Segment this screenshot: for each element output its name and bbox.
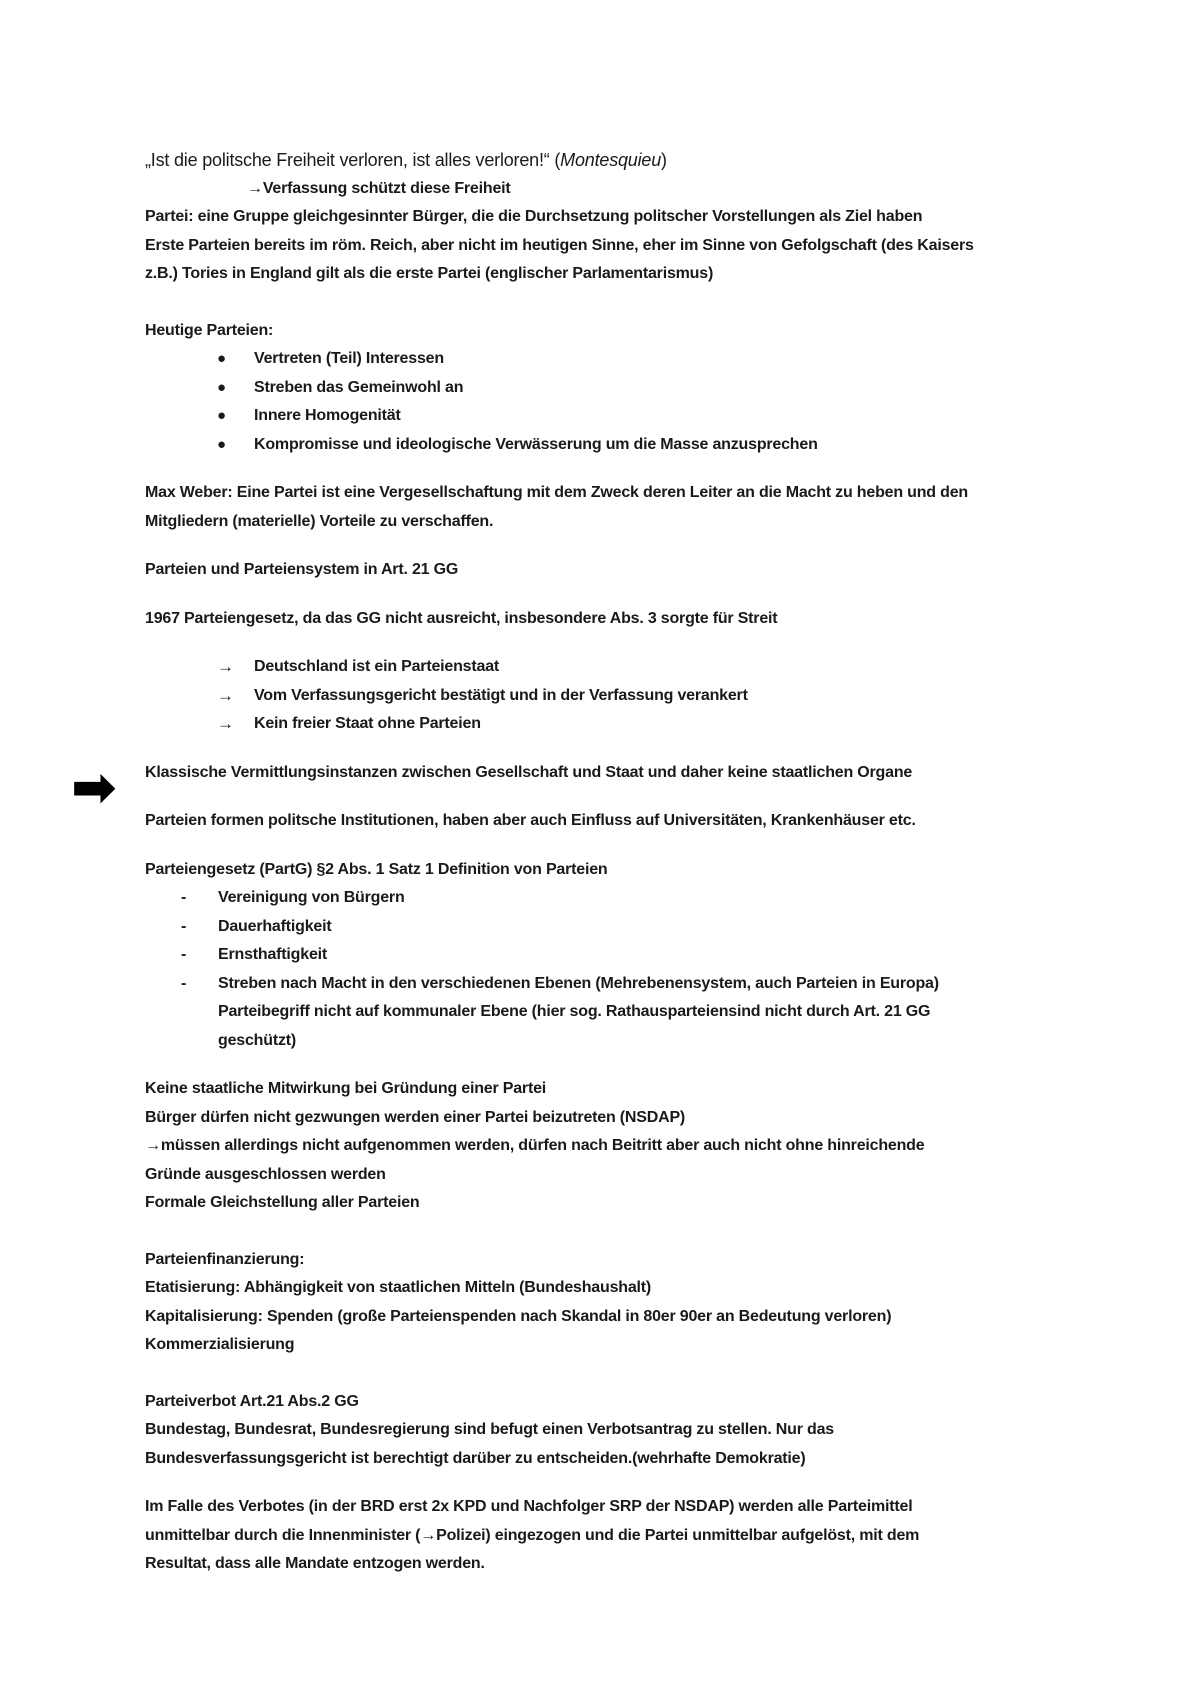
list-item: ● Streben das Gemeinwohl an <box>145 374 1105 403</box>
klassische-line: Klassische Vermittlungsinstanzen zwischen Gesellschaft und Staat und daher keine staatlichen Organe <box>145 763 913 781</box>
side-arrow-icon: ➡ <box>72 759 116 817</box>
mitwirkung-arrow-line: Gründe ausgeschlossen werden <box>145 1165 386 1183</box>
list-item: ● Innere Homogenität <box>145 402 1105 431</box>
bullet-icon: ● <box>217 350 226 367</box>
weber-line: Max Weber: Eine Partei ist eine Vergesellschaftung mit dem Zweck deren Leiter an die Macht zu heben und den <box>145 484 968 501</box>
partg-list <box>145 884 1105 1055</box>
list-item: → Vom Verfassungsgericht bestätigt und in der Verfassung verankert <box>145 682 1105 711</box>
bullet-icon: ● <box>217 407 226 424</box>
arrow-icon: → <box>217 685 234 705</box>
mitwirkung-line: Bürger dürfen nicht gezwungen werden einer Partei beizutreten (NSDAP) <box>145 1108 686 1126</box>
finanzierung-line: Etatisierung: Abhängigkeit von staatlichen Mitteln (Bundeshaushalt) <box>145 1279 652 1296</box>
finanzierung-line: Kommerzialisierung <box>145 1336 295 1353</box>
list-item: → Kein freier Staat ohne Parteien <box>145 710 1105 739</box>
quote-followup: →Verfassung schützt diese Freiheit <box>247 179 511 197</box>
finanzierung-line: Kapitalisierung: Spenden (große Parteienspenden nach Skandal in 80er 90er an Bedeutung verloren) <box>145 1307 892 1325</box>
verbotsfall-line: Im Falle des Verbotes (in der BRD erst 2x KPD und Nachfolger SRP der NSDAP) werden alle Parteimittel <box>145 1498 913 1515</box>
finanzierung-heading: Parteienfinanzierung: <box>145 1250 305 1268</box>
arrow-icon: → <box>420 1526 437 1544</box>
quote-author: Montesquieu <box>560 150 662 170</box>
dash-icon: - <box>181 946 187 963</box>
art21-line: Parteien und Parteiensystem in Art. 21 GG <box>145 561 459 578</box>
quote-line: „Ist die politsche Freiheit verloren, ist alles verloren!“ (Montesquieu) <box>145 150 667 170</box>
arrow-icon: → <box>217 714 234 733</box>
partg-heading: Parteiengesetz (PartG) §2 Abs. 1 Satz 1 Definition von Parteien <box>145 860 608 878</box>
arrow-list <box>145 653 1105 739</box>
arrow-icon: → <box>247 179 263 197</box>
list-item: - Dauerhaftigkeit <box>145 913 1105 942</box>
formen-line: Parteien formen politsche Institutionen, haben aber auch Einfluss auf Universitäten, Krankenhäuser etc. <box>145 812 916 829</box>
heutige-heading: Heutige Parteien: <box>145 321 274 339</box>
verbotsfall-line: unmittelbar durch die Innenminister (→Polizei) eingezogen und die Partei unmittelbar aufgelöst, mit dem <box>145 1526 920 1544</box>
bullet-icon: ● <box>217 435 226 453</box>
verbot-line: Bundestag, Bundesrat, Bundesregierung sind befugt einen Verbotsantrag zu stellen. Nur das <box>145 1421 834 1438</box>
list-item: - Ernsthaftigkeit <box>145 941 1105 970</box>
dash-icon: - <box>181 974 187 992</box>
mitwirkung-line: Keine staatliche Mitwirkung bei Gründung einer Partei <box>145 1080 547 1097</box>
verbotsfall-line: Resultat, dass alle Mandate entzogen werden. <box>145 1555 485 1572</box>
weber-line: Mitgliedern (materielle) Vorteile zu verschaffen. <box>145 512 494 530</box>
dash-icon: - <box>181 917 187 935</box>
mitwirkung-arrow-line: →müssen allerdings nicht aufgenommen werden, dürfen nach Beitritt aber auch nicht ohne hinreichende <box>145 1137 925 1154</box>
verbot-line: Bundesverfassungsgericht ist berechtigt darüber zu entscheiden.(wehrhafte Demokratie) <box>145 1449 806 1467</box>
verbot-heading: Parteiverbot Art.21 Abs.2 GG <box>145 1392 359 1410</box>
gleichstellung-line: Formale Gleichstellung aller Parteien <box>145 1194 420 1211</box>
dash-icon: - <box>181 889 187 906</box>
list-item: ● Vertreten (Teil) Interessen <box>145 345 1105 374</box>
intro-line: Partei: eine Gruppe gleichgesinnter Bürger, die die Durchsetzung politscher Vorstellungen als Ziel haben <box>145 208 923 225</box>
list-item: ● Kompromisse und ideologische Verwässerung um die Masse anzusprechen <box>145 431 1105 460</box>
arrow-icon: → <box>145 1137 161 1154</box>
list-item: - Streben nach Macht in den verschiedenen Ebenen (Mehrebenensystem, auch Parteien in Europa) Parteibegriff nicht auf kommunaler Ebene (hier sog. Rathausparteiensind nicht durch Art. 21 GG geschützt) <box>145 970 1105 1056</box>
bullet-icon: ● <box>217 378 226 396</box>
heutige-list <box>145 345 1105 459</box>
intro-line: z.B.) Tories in England gilt als die erste Partei (englischer Parlamentarismus) <box>145 265 714 282</box>
document-body <box>145 146 1105 1579</box>
gesetz1967-line: 1967 Parteiengesetz, da das GG nicht ausreicht, insbesondere Abs. 3 sorgte für Streit <box>145 609 778 627</box>
list-item: - Vereinigung von Bürgern <box>145 884 1105 913</box>
arrow-icon: → <box>217 657 234 676</box>
intro-line: Erste Parteien bereits im röm. Reich, aber nicht im heutigen Sinne, eher im Sinne von Gefolgschaft (des Kaisers <box>145 236 974 254</box>
list-item: → Deutschland ist ein Parteienstaat <box>145 653 1105 682</box>
